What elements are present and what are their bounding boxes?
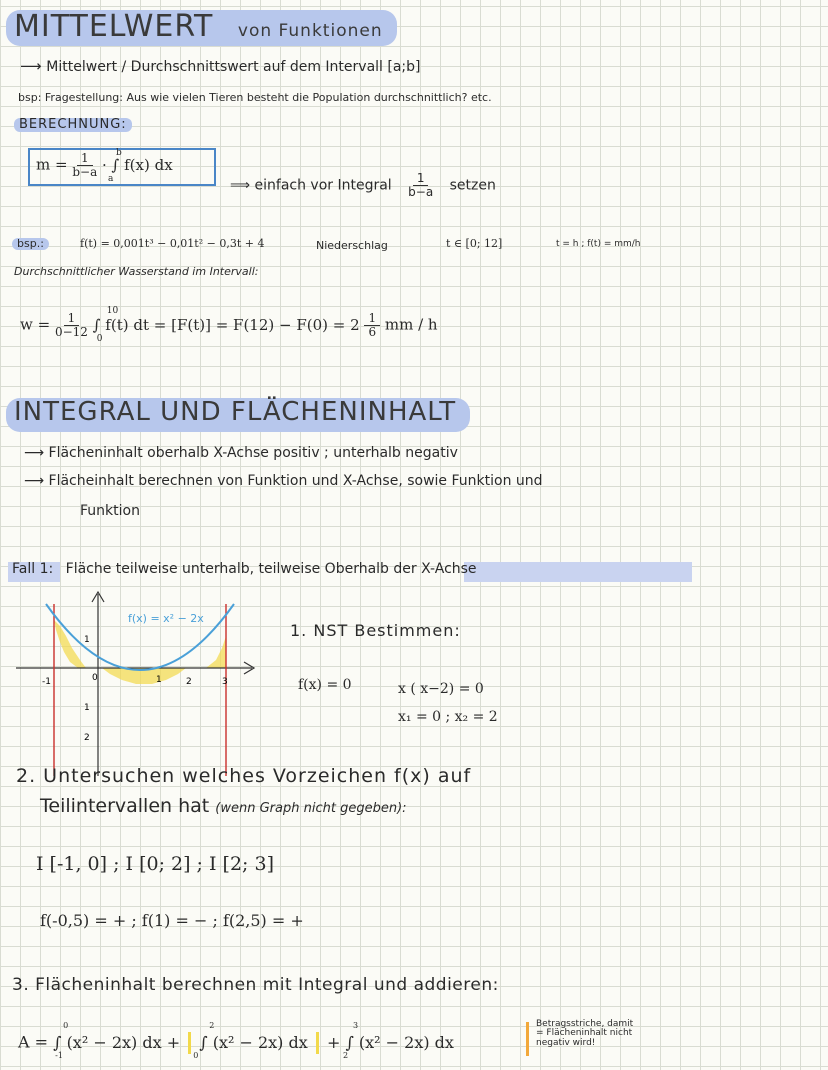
definition-line: ⟶ Mittelwert / Durchschnittswert auf dem Intervall [a;b] <box>20 57 421 75</box>
fall1-heading: Fall 1: Fläche teilweise unterhalb, teilweise Oberhalb der X-Achse <box>12 561 477 577</box>
mean-formula: m = $\frac{1}{b-a}$ · ∫ f(x) dx b a <box>36 147 173 184</box>
section2-title: INTEGRAL UND FLÄCHENINHALT <box>6 398 470 432</box>
y-tick-label: 1 <box>84 703 90 713</box>
arrow-icon: ⟶ <box>24 473 45 489</box>
formula-note: ⟹ einfach vor Integral $\frac{1}{b-a}$ setzen <box>230 171 496 200</box>
step2-line2: Teilintervallen hat (wenn Graph nicht gegeben): <box>40 795 407 817</box>
x-tick-label: 3 <box>222 677 228 687</box>
arrow-icon: ⟶ <box>20 57 42 75</box>
area-formula: A = ∫ (x² − 2x) dx + 0 -1 ∫ (x² − 2x) dx 2 0 + ∫ (x² − 2x) dx 3 2 <box>18 1020 454 1060</box>
abs-bar-left <box>188 1032 191 1054</box>
signs: f(-0,5) = + ; f(1) = − ; f(2,5) = + <box>40 911 304 930</box>
betrag-note: Betragsstriche, damit = Flächeninhalt nicht negativ wird! <box>536 1019 634 1048</box>
intervals: I [-1, 0] ; I [0; 2] ; I [2; 3] <box>36 853 274 875</box>
bsp-label: bsp.: <box>12 238 49 250</box>
y-tick-label: 2 <box>84 733 90 743</box>
bsp-domain: t ∈ [0; 12] <box>446 237 503 250</box>
step1-eq1: f(x) = 0 <box>298 677 352 693</box>
arrow-item-2: ⟶ Flächeinhalt berechnen von Funktion und X-Achse, sowie Funktion und <box>24 473 543 489</box>
y-tick-label: 1 <box>84 635 90 645</box>
arrow-item-1: ⟶ Flächeninhalt oberhalb X-Achse positiv ; unterhalb negativ <box>24 445 458 461</box>
x-tick-label: 0 <box>92 673 98 683</box>
step2-line1: 2. Untersuchen welches Vorzeichen f(x) auf <box>16 765 472 787</box>
shaded-area <box>54 620 226 684</box>
title-sub: von Funktionen <box>237 21 383 41</box>
berechnung-heading: BERECHNUNG: <box>14 118 132 132</box>
x-tick-label: 2 <box>186 677 192 687</box>
func-label: f(x) = x² − 2x <box>128 612 204 625</box>
arrow-icon: ⟶ <box>24 445 45 461</box>
step1-eq2: x ( x−2) = 0 <box>398 681 484 697</box>
durchschnitt-line: Durchschnittlicher Wasserstand im Intervall: <box>14 265 259 278</box>
abs-bar-right <box>316 1032 319 1054</box>
title-main: MITTELWERT <box>14 9 214 44</box>
arrow-item-2-cont: Funktion <box>80 503 140 519</box>
example-question: bsp: Fragestellung: Aus wie vielen Tieren besteht die Population durchschnittlich? etc. <box>18 91 492 104</box>
fall1-highlight-right <box>464 562 692 582</box>
bsp-niederschlag: Niederschlag <box>316 239 388 252</box>
parabola-graph <box>10 586 270 786</box>
bsp-units: t = h ; f(t) = mm/h <box>556 239 641 249</box>
area-right <box>206 636 226 668</box>
x-tick-label: -1 <box>42 677 51 687</box>
step1-eq3: x₁ = 0 ; x₂ = 2 <box>398 709 498 725</box>
page-title <box>6 10 397 46</box>
betrag-marker <box>526 1022 529 1056</box>
x-tick-label: 1 <box>156 675 162 685</box>
w-formula: w = $\frac{1}{0-12}$ ∫ f(t) dt = [F(t)] = F(12) − F(0) = 2 10 0 $\frac{1}{6}$ mm / h <box>20 305 438 344</box>
step1-heading: 1. NST Bestimmen: <box>290 621 461 640</box>
bsp-function: f(t) = 0,001t³ − 0,01t² − 0,3t + 4 <box>80 237 265 250</box>
step3-heading: 3. Flächeninhalt berechnen mit Integral und addieren: <box>12 975 499 995</box>
